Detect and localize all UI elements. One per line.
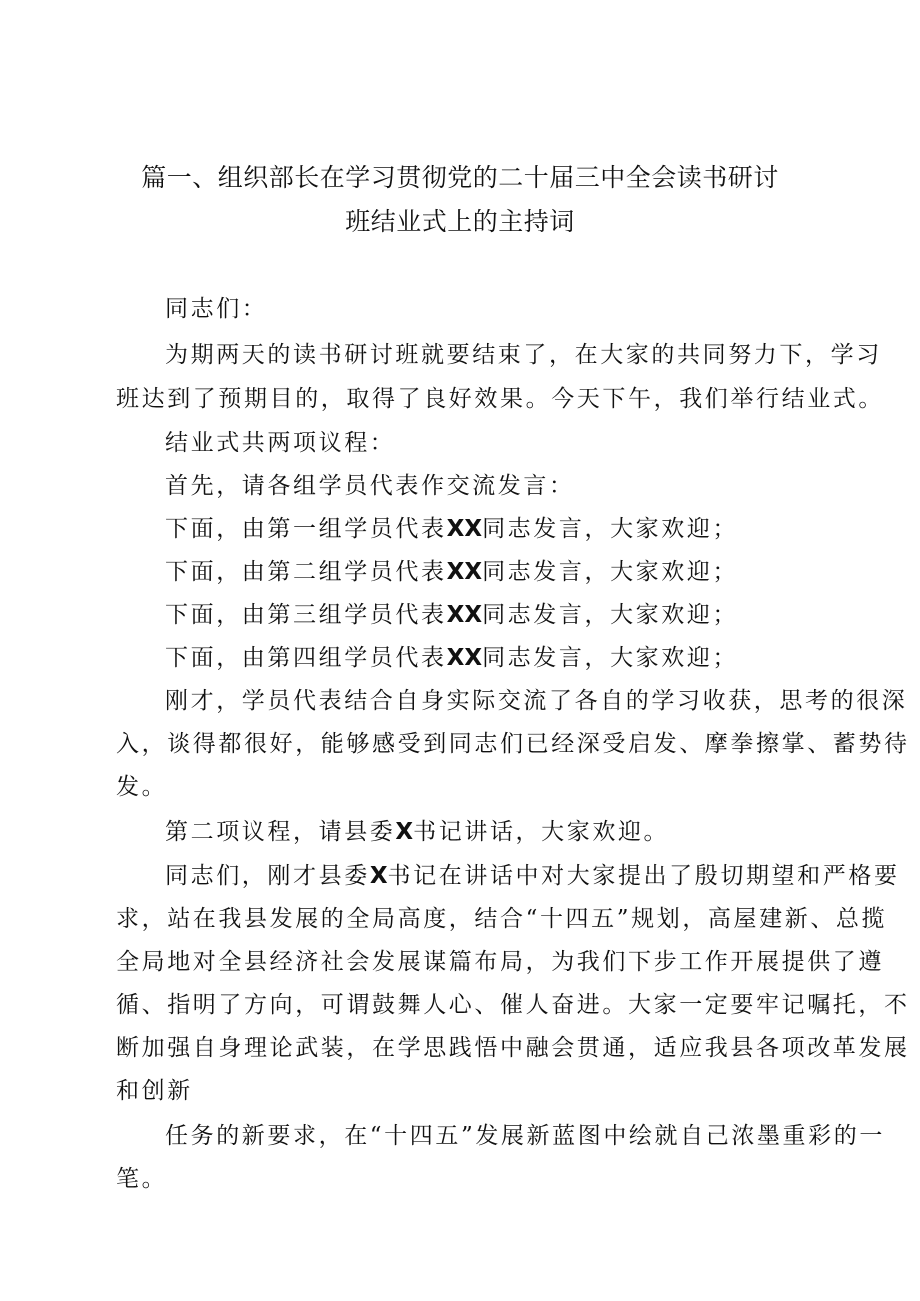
paragraph-line: 发。	[116, 774, 168, 800]
speaker-line	[165, 510, 738, 543]
paragraph-line: 笔。	[116, 1166, 168, 1192]
speaker-suffix: 同志发言，大家欢迎；	[482, 516, 739, 542]
group-number: 四	[293, 645, 319, 671]
salutation: 同志们：	[165, 296, 268, 322]
paragraph-line: 循、指明了方向，可谓鼓舞人心、催人奋进。大家一定要牢记嘱托，不	[116, 992, 910, 1018]
speaker-prefix: 下面，由第	[165, 559, 293, 585]
document-title-line1: 篇一、组织部长在学习贯彻党的二十届三中全会读书研讨	[141, 163, 779, 192]
paragraph-line: 为期两天的读书研讨班就要结束了，在大家的共同努力下，学习	[165, 342, 882, 368]
paragraph-line: 结业式共两项议程：	[165, 430, 396, 456]
name-placeholder: XX	[446, 559, 483, 585]
paragraph-line	[165, 857, 900, 890]
speaker-line	[165, 553, 738, 586]
paragraph-line: 断加强自身理论武装，在学思践悟中融会贯通，适应我县各项改革发展	[116, 1035, 910, 1061]
paragraph-line: 首先，请各组学员代表作交流发言：	[165, 473, 575, 499]
text-segment: 书记在讲话中对大家提出了殷切期望和严格要	[387, 863, 900, 889]
speaker-prefix: 下面，由第	[165, 602, 293, 628]
speaker-suffix: 同志发言，大家欢迎；	[482, 602, 739, 628]
name-placeholder: XX	[446, 602, 483, 628]
group-number: 一	[293, 516, 319, 542]
speaker-line	[165, 596, 738, 629]
speaker-mid: 组学员代表	[318, 559, 447, 585]
speaker-prefix: 下面，由第	[165, 516, 293, 542]
name-placeholder: X	[369, 863, 388, 889]
paragraph-line	[165, 813, 669, 846]
paragraph-line: 和创新	[116, 1078, 193, 1104]
speaker-suffix: 同志发言，大家欢迎；	[482, 645, 739, 671]
paragraph-line: 求，站在我县发展的全局高度，结合“十四五”规划，高屋建新、总揽	[116, 906, 888, 932]
paragraph-line: 任务的新要求，在“十四五”发展新蓝图中绘就自己浓墨重彩的一	[165, 1123, 885, 1149]
name-placeholder: XX	[446, 516, 483, 542]
speaker-mid: 组学员代表	[318, 516, 447, 542]
paragraph-line: 全局地对全县经济社会发展谋篇布局，为我们下步工作开展提供了遵	[116, 949, 884, 975]
group-number: 二	[293, 559, 319, 585]
speaker-prefix: 下面，由第	[165, 645, 293, 671]
paragraph-line: 刚才，学员代表结合自身实际交流了各自的学习收获，思考的很深	[165, 688, 908, 714]
speaker-mid: 组学员代表	[318, 602, 447, 628]
speaker-line	[165, 639, 738, 672]
text-segment: 书记讲话，大家欢迎。	[413, 819, 670, 845]
text-segment: 第二项议程，请县委	[165, 819, 396, 845]
name-placeholder: X	[395, 819, 414, 845]
speaker-mid: 组学员代表	[318, 645, 447, 671]
paragraph-line: 班达到了预期目的，取得了良好效果。今天下午，我们举行结业式。	[116, 386, 884, 412]
text-segment: 同志们，刚才县委	[165, 863, 370, 889]
group-number: 三	[293, 602, 319, 628]
document-title-line2: 班结业式上的主持词	[345, 207, 575, 236]
name-placeholder: XX	[446, 645, 483, 671]
speaker-suffix: 同志发言，大家欢迎；	[482, 559, 739, 585]
paragraph-line: 入，谈得都很好，能够感受到同志们已经深受启发、摩拳擦掌、蓄势待	[116, 731, 910, 757]
